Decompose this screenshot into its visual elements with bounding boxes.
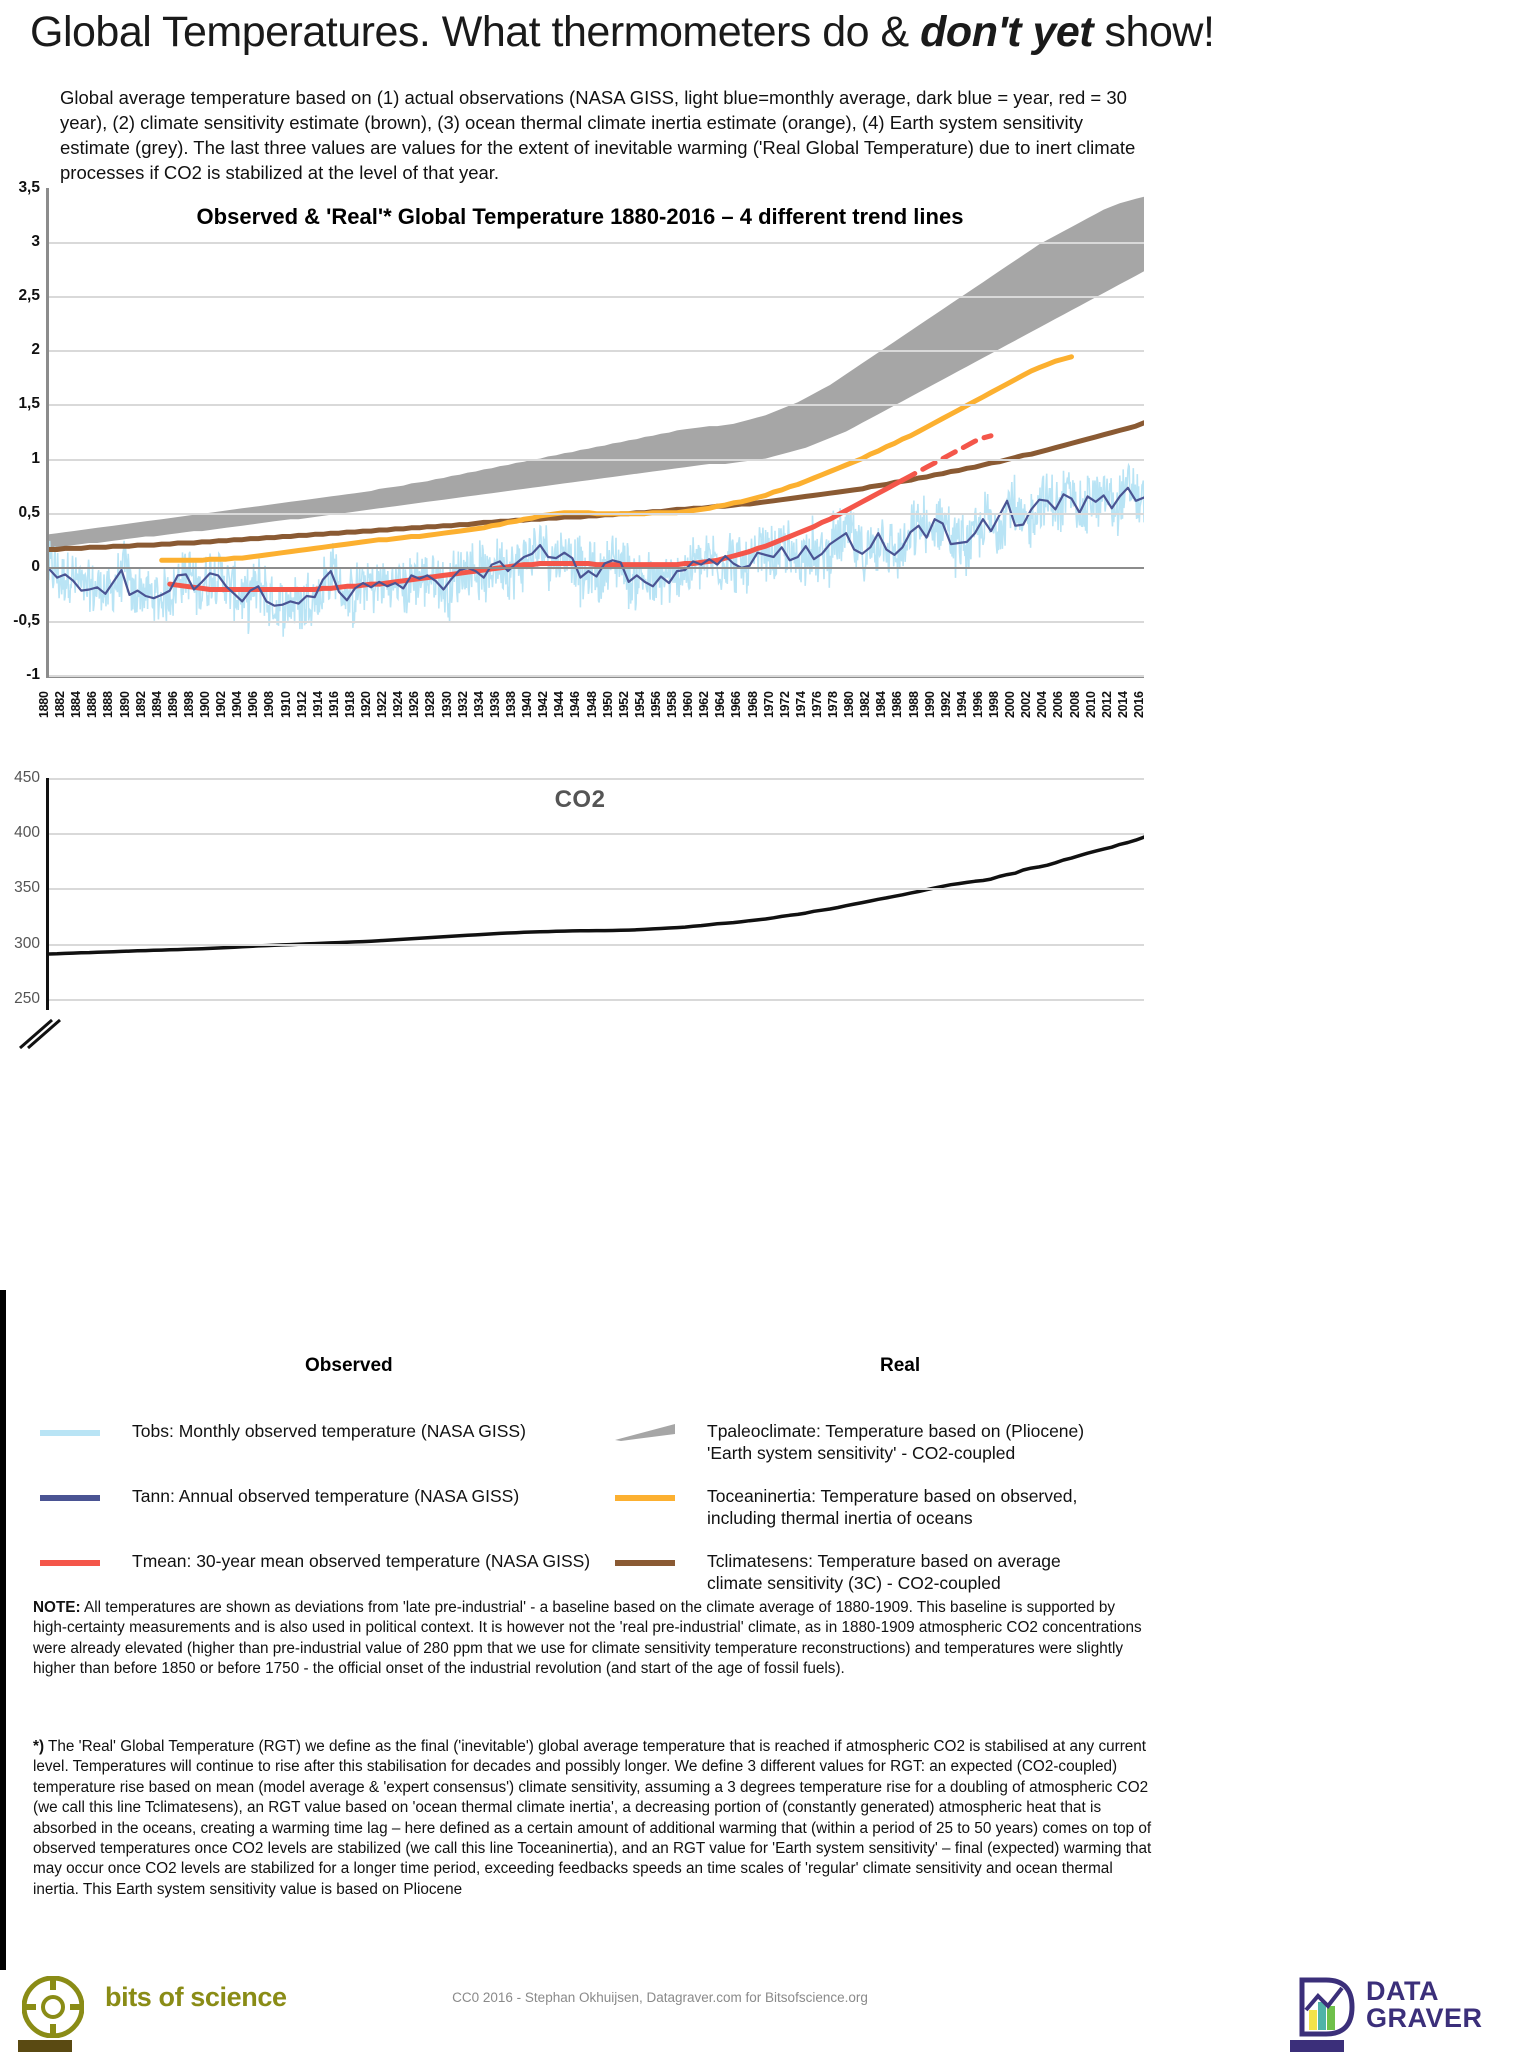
legend-header-observed: Observed — [305, 1355, 393, 1376]
footnote-label: *) — [33, 1738, 45, 1755]
x-axis-tick-label: 1968 — [745, 691, 760, 718]
bits-of-science-label: bits of science — [105, 1982, 287, 2012]
x-axis-tick-label: 1906 — [246, 691, 261, 718]
x-axis-tick-label: 1978 — [826, 691, 841, 718]
legend-item-label: Tpaleoclimate: Temperature based on (Pliocene) 'Earth system sensitivity' - CO2-coupled — [707, 1421, 1085, 1464]
x-axis-tick-label: 1914 — [310, 691, 325, 718]
gridline — [49, 621, 1144, 623]
title-part-1: Global Temperatures. What thermometers do & — [30, 8, 921, 56]
x-axis-tick-label: 1940 — [520, 691, 535, 718]
y-axis-tick-label: -1 — [26, 666, 40, 683]
y-axis-tick-label: 2,5 — [18, 287, 40, 305]
datagraver-line-1: DATA — [1366, 1976, 1439, 2006]
legend-item-label: Tclimatesens: Temperature based on average climate sensitivity (3C) - CO2-coupled — [707, 1551, 1061, 1594]
footer-bar-left — [18, 2040, 72, 2052]
x-axis-tick-label: 2010 — [1083, 691, 1098, 718]
x-axis-tick-label: 1954 — [632, 691, 647, 718]
left-accent-bar — [0, 1290, 6, 1970]
co2-chart — [0, 770, 1160, 1032]
legend-swatch-icon — [40, 1495, 100, 1501]
x-axis-tick-label: 1922 — [375, 691, 390, 718]
x-axis-tick-label: 1884 — [69, 691, 84, 718]
x-axis-tick-label: 2008 — [1067, 691, 1082, 718]
bits-of-science-logo-icon — [22, 1976, 84, 2038]
x-axis-tick-label: 1974 — [793, 691, 808, 718]
y-axis-tick-label: 3,5 — [18, 179, 40, 196]
gridline — [49, 833, 1144, 835]
gridline — [49, 999, 1144, 1001]
gridline — [49, 567, 1144, 569]
co2-y-axis-tick-label: 400 — [14, 824, 40, 842]
x-axis-tick-label: 1904 — [230, 691, 245, 718]
y-axis-tick-label: 0,5 — [18, 503, 40, 521]
x-axis-tick-label: 1924 — [391, 691, 406, 718]
co2-y-axis-tick-label: 250 — [14, 989, 40, 1007]
legend-item-label: Toceaninertia: Temperature based on observed, including thermal inertia of oceans — [707, 1486, 1078, 1529]
x-axis-tick-label: 1898 — [181, 691, 196, 718]
x-axis-tick-label: 1930 — [439, 691, 454, 718]
gridline — [49, 778, 1144, 780]
x-axis-tick-label: 1908 — [262, 691, 277, 718]
gridline — [49, 242, 1144, 244]
chart-legend — [0, 1355, 1180, 1594]
x-axis-tick-label: 1962 — [697, 691, 712, 718]
legend-swatch-icon — [40, 1560, 100, 1566]
legend-item — [615, 1420, 1084, 1465]
x-axis-tick-label: 1984 — [874, 691, 889, 718]
x-axis-tick-label: 1994 — [954, 691, 969, 718]
x-axis-tick-label: 1956 — [648, 691, 663, 718]
x-axis-tick-label: 2016 — [1132, 691, 1146, 718]
x-axis-tick-label: 1996 — [970, 691, 985, 718]
axis-break-icon — [18, 1018, 62, 1052]
x-axis-tick-label: 1888 — [101, 691, 116, 718]
x-axis-tick-label: 1988 — [906, 691, 921, 718]
datagraver-line-2: GRAVER — [1366, 2003, 1483, 2033]
x-axis-tick-label: 1890 — [117, 691, 132, 718]
title-italic: don't yet — [920, 8, 1094, 56]
x-axis-tick-label: 2000 — [1003, 691, 1018, 718]
temperature-chart — [0, 178, 1160, 718]
x-axis-tick-label: 1934 — [471, 691, 486, 718]
co2-plot-area — [46, 778, 1144, 1010]
x-axis-tick-label: 1902 — [214, 691, 229, 718]
legend-item-label: Tobs: Monthly observed temperature (NASA GISS) — [132, 1421, 526, 1441]
x-axis-tick-label: 1926 — [407, 691, 422, 718]
gridline — [49, 513, 1144, 515]
x-axis-tick-label: 2012 — [1099, 691, 1114, 718]
x-axis-tick-label: 2004 — [1035, 691, 1050, 718]
x-axis-tick-label: 1918 — [342, 691, 357, 718]
x-axis-tick-label: 1920 — [359, 691, 374, 718]
x-axis-tick-label: 1880 — [37, 691, 51, 718]
x-axis-tick-label: 1936 — [487, 691, 502, 718]
note-label: NOTE: — [33, 1599, 81, 1616]
gridline — [49, 404, 1144, 406]
legend-swatch-icon — [40, 1430, 100, 1436]
datagraver-label — [1366, 1978, 1483, 2032]
credit-line: CC0 2016 - Stephan Okhuijsen, Datagraver.com for Bitsofscience.org — [452, 1990, 868, 2005]
legend-swatch-icon — [615, 1560, 675, 1566]
x-axis-tick-label: 1964 — [713, 691, 728, 718]
x-axis-tick-label: 1972 — [777, 691, 792, 718]
x-axis-tick-label: 1896 — [165, 691, 180, 718]
x-axis-tick-label: 1946 — [568, 691, 583, 718]
footnote-body: The 'Real' Global Temperature (RGT) we define as the final ('inevitable') global average temperature that is reached if atmospheric CO2 is stabilised at any current level. Temperatures will continue to rise after this stabilisation for decades and possibly longer. We define 3 different values for RGT: an expected (CO2-coupled) temperature rise based on mean (model average & 'expert consensus') climate sensitivity, assuming a 3 degrees temperature rise for a doubling of atmospheric CO2 (we call this line Tclimatesens), an RGT value based on 'ocean thermal climate inertia', a decreasing portion of (constantly generated) atmospheric heat that is absorbed in the oceans, creating a warming time lag – here defined as a certain amount of additional warming that (within a period of 25 to 50 years) comes on top of observed temperatures once CO2 levels are stabilized (we call this line Toceaninertia), and an RGT value for 'Earth system sensitivity' – final (expected) warming that may occur once CO2 levels are stabilized for a longer time period, exceeding feedbacks speeds an time scales of 'regular' climate sensitivity and ocean thermal inertia. This Earth system sensitivity value is based on Pliocene — [33, 1738, 1152, 1898]
legend-item-label: Tann: Annual observed temperature (NASA GISS) — [132, 1486, 520, 1506]
title-part-2: show! — [1093, 8, 1215, 56]
page-footer — [0, 1960, 1523, 2050]
gridline — [49, 944, 1144, 946]
x-axis-tick-label: 1948 — [584, 691, 599, 718]
note-body: All temperatures are shown as deviations from 'late pre-industrial' - a baseline based on the climate average of 1880-1909. This baseline is supported by high-certainty measurements and is also used in political context. It is however not the 'real pre-industrial' climate, as in 1880-1909 atmospheric CO2 concentrations were already elevated (higher than pre-industrial value of 280 ppm that we use for climate sensitivity temperature reconstructions) and temperatures were slightly higher than before 1850 or before 1750 - the official onset of the industrial revolution (and start of the age of fossil fuels). — [33, 1599, 1142, 1678]
x-axis-tick-label: 1942 — [536, 691, 551, 718]
x-axis-tick-label: 1928 — [423, 691, 438, 718]
x-axis-tick-label: 1986 — [890, 691, 905, 718]
x-axis-tick-label: 1998 — [987, 691, 1002, 718]
datagraver-logo-icon — [1296, 1976, 1358, 2038]
x-axis-tick-label: 1950 — [600, 691, 615, 718]
x-axis-tick-label: 1910 — [278, 691, 293, 718]
x-axis-tick-label: 1980 — [842, 691, 857, 718]
x-axis-tick-label: 1982 — [858, 691, 873, 718]
co2-y-axis-tick-label: 350 — [14, 879, 40, 897]
legend-header-real: Real — [880, 1355, 921, 1376]
x-axis-tick-label: 1938 — [503, 691, 518, 718]
x-axis-tick-label: 1976 — [809, 691, 824, 718]
x-axis-tick-label: 1952 — [616, 691, 631, 718]
x-axis-tick-label: 1966 — [729, 691, 744, 718]
y-axis-tick-label: 2 — [31, 341, 40, 359]
co2-series-svg — [49, 778, 1144, 1010]
x-axis-tick-label: 1990 — [922, 691, 937, 718]
temperature-x-axis — [37, 678, 1146, 718]
note-block — [33, 1598, 1153, 1679]
x-axis-tick-label: 1916 — [326, 691, 341, 718]
gridline — [49, 350, 1144, 352]
legend-item — [615, 1550, 1061, 1595]
y-axis-tick-label: -0,5 — [13, 611, 40, 629]
paleoclimate-band — [49, 197, 1144, 549]
gridline — [49, 296, 1144, 298]
footer-bar-right — [1290, 2040, 1344, 2052]
legend-item-label: Tmean: 30-year mean observed temperature (NASA GISS) — [132, 1551, 591, 1571]
temperature-series-svg — [49, 188, 1144, 675]
y-axis-tick-label: 3 — [31, 233, 40, 251]
legend-item — [40, 1420, 526, 1442]
co2-y-axis-tick-label: 300 — [14, 934, 40, 952]
legend-swatch-band-icon — [615, 1422, 675, 1442]
footnote-block — [33, 1737, 1153, 1900]
legend-item — [40, 1550, 590, 1572]
y-axis-tick-label: 0 — [31, 557, 40, 575]
gridline — [49, 459, 1144, 461]
x-axis-tick-label: 2006 — [1051, 691, 1066, 718]
temperature-chart-title: Observed & 'Real'* Global Temperature 1880-2016 – 4 different trend lines — [196, 204, 964, 229]
x-axis-tick-label: 1932 — [455, 691, 470, 718]
co2-series-line — [49, 829, 1144, 954]
x-axis-tick-label: 1944 — [552, 691, 567, 718]
x-axis-tick-label: 1912 — [294, 691, 309, 718]
legend-item — [40, 1485, 519, 1507]
x-axis-tick-label: 1900 — [198, 691, 213, 718]
x-axis-tick-label: 1892 — [133, 691, 148, 718]
co2-y-axis-tick-label: 450 — [14, 769, 40, 786]
x-axis-tick-label: 1958 — [665, 691, 679, 718]
x-axis-tick-label: 1992 — [938, 691, 953, 718]
y-axis-tick-label: 1,5 — [18, 395, 40, 413]
gridline — [49, 675, 1144, 677]
page-subtitle: Global average temperature based on (1) actual observations (NASA GISS, light blue=monthly average, dark blue = year, red = 30 year), (2) climate sensitivity estimate (brown), (3) ocean thermal climate inertia estimate (orange), (4) Earth system sensitivity estimate (grey). The last three values are values for the extent of inevitable warming ('Real Global Temperature) due to inert climate processes if CO2 is stabilized at the level of that year. — [60, 87, 1136, 184]
x-axis-tick-label: 1886 — [85, 691, 100, 718]
legend-item — [615, 1485, 1077, 1530]
x-axis-tick-label: 1960 — [681, 691, 696, 718]
co2-chart-title: CO2 — [554, 786, 606, 813]
x-axis-tick-label: 1882 — [53, 691, 68, 718]
x-axis-tick-label: 2002 — [1019, 691, 1034, 718]
temperature-plot-area — [46, 188, 1144, 678]
x-axis-tick-label: 1894 — [149, 691, 164, 718]
x-axis-tick-label: 2014 — [1115, 691, 1130, 718]
page-title — [30, 8, 1490, 57]
x-axis-tick-label: 1970 — [761, 691, 776, 718]
gridline — [49, 888, 1144, 890]
legend-swatch-icon — [615, 1495, 675, 1501]
y-axis-tick-label: 1 — [31, 449, 40, 467]
